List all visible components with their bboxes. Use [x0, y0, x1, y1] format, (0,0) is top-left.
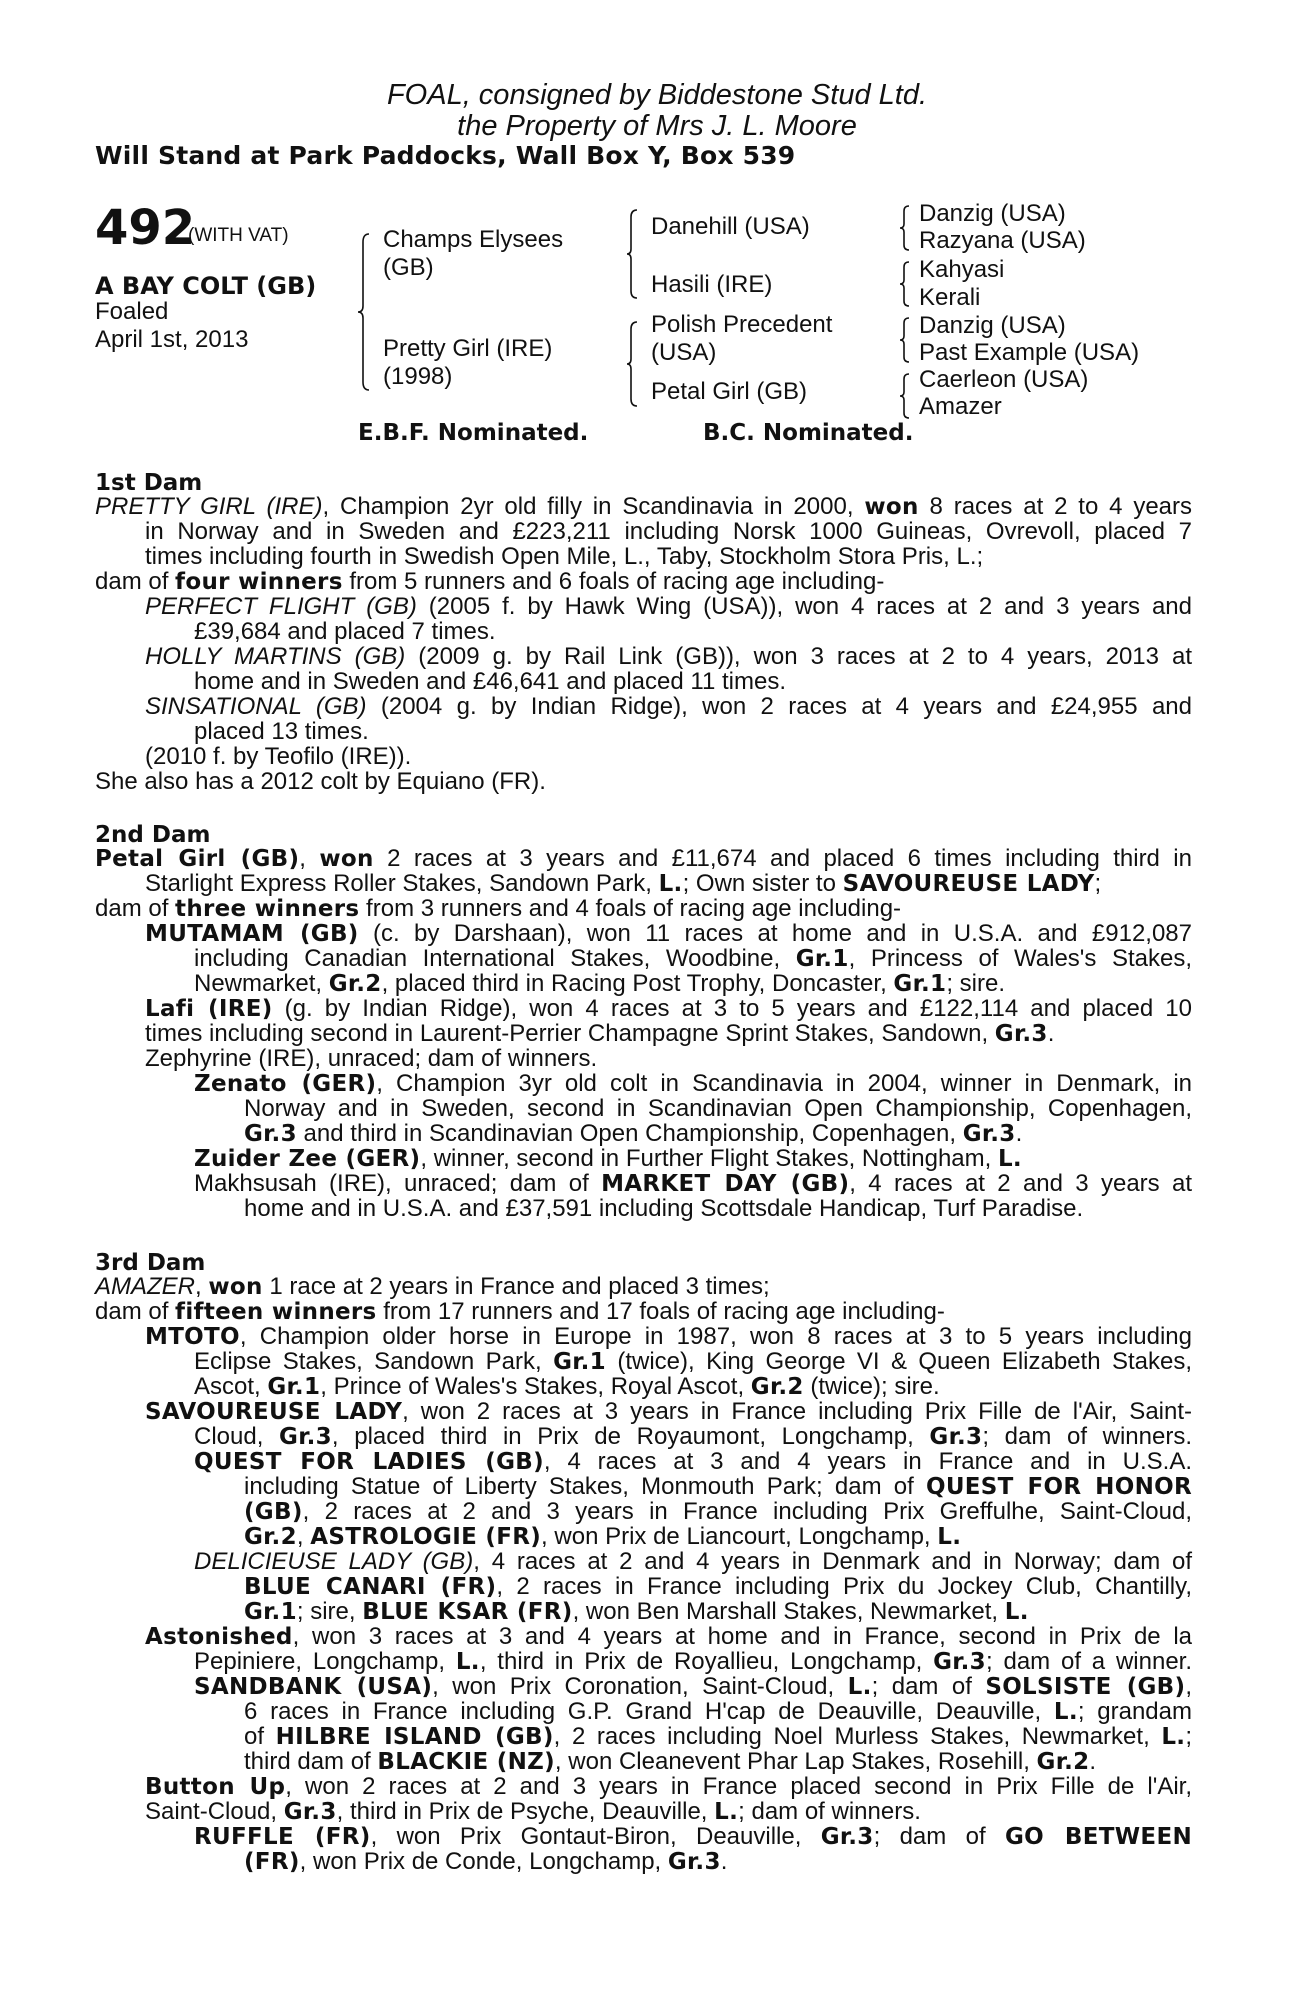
second-dam-line: including Canadian International Stakes, Woodbine, Gr.1, Princess of Wales's Stakes,: [194, 945, 1192, 972]
third-dam-line: Eclipse Stakes, Sandown Park, Gr.1 (twice), King George VI & Queen Elizabeth Stakes,: [194, 1348, 1192, 1375]
first-dam-line: HOLLY MARTINS (GB) (2009 g. by Rail Link (GB)), won 3 races at 2 to 4 years, 2013 at: [145, 643, 1192, 670]
third-dam-line: Pepiniere, Longchamp, L., third in Prix de Royallieu, Longchamp, Gr.3; dam of a winner.: [194, 1648, 1193, 1675]
second-dam-heading: 2nd Dam: [95, 822, 211, 848]
second-dam-line: dam of three winners from 3 runners and 4 foals of racing age including-: [95, 895, 902, 922]
gg-brace-1: [899, 204, 915, 252]
second-dam-line: Gr.3 and third in Scandinavian Open Championship, Copenhagen, Gr.3.: [244, 1120, 1023, 1147]
second-dam-line: home and in U.S.A. and £37,591 including Scottsdale Handicap, Turf Paradise.: [244, 1195, 1084, 1222]
third-dam-line: Ascot, Gr.1, Prince of Wales's Stakes, Royal Ascot, Gr.2 (twice); sire.: [194, 1373, 940, 1400]
ebf-nominated: E.B.F. Nominated.: [358, 420, 589, 446]
second-dam-line: Petal Girl (GB), won 2 races at 3 years and £11,674 and placed 6 times including third in: [95, 845, 1192, 872]
third-dam-line: third dam of BLACKIE (NZ), won Cleanevent Phar Lap Stakes, Rosehill, Gr.2.: [244, 1748, 1097, 1775]
first-dam-line: times including fourth in Swedish Open Mile, L., Taby, Stockholm Stora Pris, L.;: [145, 543, 984, 570]
third-dam-line: BLUE CANARI (FR), 2 races in France including Prix du Jockey Club, Chantilly,: [244, 1573, 1193, 1600]
gg-sire-1: Danzig (USA): [919, 200, 1066, 227]
third-dam-line: RUFFLE (FR), won Prix Gontaut-Biron, Deauville, Gr.3; dam of GO BETWEEN: [194, 1823, 1193, 1850]
second-dam-line: Makhsusah (IRE), unraced; dam of MARKET DAY (GB), 4 races at 2 and 3 years at: [194, 1170, 1192, 1197]
foaled-label: Foaled: [95, 298, 169, 325]
first-dam-line: SINSATIONAL (GB) (2004 g. by Indian Ridge), won 2 races at 4 years and £24,955 and: [145, 693, 1192, 720]
third-dam-line: MTOTO, Champion older horse in Europe in 1987, won 8 races at 3 to 5 years including: [145, 1323, 1192, 1350]
foaled-date: April 1st, 2013: [95, 326, 249, 353]
third-dam-line: including Statue of Liberty Stakes, Monmouth Park; dam of QUEST FOR HONOR: [244, 1473, 1192, 1500]
second-dam-line: Zuider Zee (GER), winner, second in Further Flight Stakes, Nottingham, L.: [194, 1145, 1022, 1172]
sire-brace: [626, 208, 644, 300]
third-dam-line: Gr.2, ASTROLOGIE (FR), won Prix de Liancourt, Longchamp, L.: [244, 1523, 962, 1550]
property-line: the Property of Mrs J. L. Moore: [457, 110, 857, 142]
second-dam-line: Norway and in Sweden, second in Scandinavian Open Championship, Copenhagen,: [244, 1095, 1192, 1122]
third-dam-heading: 3rd Dam: [95, 1250, 206, 1276]
gg-sire-4: Caerleon (USA): [919, 366, 1089, 393]
gg-dam-3: Past Example (USA): [919, 339, 1140, 366]
third-dam-line: 6 races in France including G.P. Grand H'cap de Deauville, Deauville, L.; grandam: [244, 1698, 1192, 1725]
third-dam-line: (GB), 2 races at 2 and 3 years in France including Prix Greffulhe, Saint-Cloud,: [244, 1498, 1192, 1525]
dam-sire: Polish Precedent (USA): [651, 311, 833, 366]
third-dam-line: of HILBRE ISLAND (GB), 2 races including Noel Murless Stakes, Newmarket, L.;: [244, 1723, 1193, 1750]
second-dam-line: Zephyrine (IRE), unraced; dam of winners.: [145, 1045, 598, 1072]
gg-dam-2: Kerali: [919, 284, 981, 311]
third-dam-line: Cloud, Gr.3, placed third in Prix de Royaumont, Longchamp, Gr.3; dam of winners.: [194, 1423, 1193, 1450]
second-dam-line: times including second in Laurent-Perrier Champagne Sprint Stakes, Sandown, Gr.3.: [145, 1020, 1055, 1047]
vat-label: (WITH VAT): [188, 225, 289, 246]
sire-name: Champs Elysees (GB): [383, 226, 564, 281]
dam-brace: [626, 320, 644, 408]
second-dam-line: MUTAMAM (GB) (c. by Darshaan), won 11 races at home and in U.S.A. and £912,087: [145, 920, 1193, 947]
third-dam-line: SANDBANK (USA), won Prix Coronation, Saint-Cloud, L.; dam of SOLSISTE (GB),: [194, 1673, 1193, 1700]
gg-brace-2: [899, 260, 915, 308]
first-dam-line: (2010 f. by Teofilo (IRE)).: [145, 743, 412, 770]
lot-title: A BAY COLT (GB): [95, 272, 317, 300]
third-dam-line: SAVOUREUSE LADY, won 2 races at 3 years in France including Prix Fille de l'Air, Saint-: [145, 1398, 1193, 1425]
third-dam-line: Astonished, won 3 races at 3 and 4 years at home and in France, second in Prix de la: [145, 1623, 1192, 1650]
gg-brace-4: [899, 372, 915, 420]
stand-location: Will Stand at Park Paddocks, Wall Box Y, Box 539: [95, 141, 796, 170]
third-dam-line: QUEST FOR LADIES (GB), 4 races at 3 and 4 years in France and in U.S.A.: [194, 1448, 1192, 1475]
first-dam-line: PERFECT FLIGHT (GB) (2005 f. by Hawk Wing (USA)), won 4 races at 2 and 3 years and: [145, 593, 1192, 620]
second-dam-line: Lafi (IRE) (g. by Indian Ridge), won 4 races at 3 to 5 years and £122,114 and placed 10: [145, 995, 1192, 1022]
first-dam-line: in Norway and in Sweden and £223,211 including Norsk 1000 Guineas, Ovrevoll, placed 7: [145, 518, 1192, 545]
sire-dam: Hasili (IRE): [651, 271, 773, 298]
consignor-line: FOAL, consigned by Biddestone Stud Ltd.: [386, 79, 928, 111]
second-dam-line: Newmarket, Gr.2, placed third in Racing Post Trophy, Doncaster, Gr.1; sire.: [194, 970, 1005, 997]
sire-sire: Danehill (USA): [651, 213, 810, 240]
first-dam-line: placed 13 times.: [194, 718, 369, 745]
lot-number: 492: [95, 200, 196, 256]
dam-dam: Petal Girl (GB): [651, 378, 808, 405]
first-dam-line: £39,684 and placed 7 times.: [194, 618, 496, 645]
third-dam-line: Gr.1; sire, BLUE KSAR (FR), won Ben Marshall Stakes, Newmarket, L.: [244, 1598, 1029, 1625]
first-dam-line: She also has a 2012 colt by Equiano (FR).: [95, 768, 546, 795]
gg-dam-4: Amazer: [919, 393, 1002, 420]
third-dam-line: DELICIEUSE LADY (GB), 4 races at 2 and 4 years in Denmark and in Norway; dam of: [194, 1548, 1193, 1575]
gg-dam-1: Razyana (USA): [919, 227, 1086, 254]
third-dam-line: dam of fifteen winners from 17 runners and 17 foals of racing age including-: [95, 1298, 945, 1325]
first-dam-line: home and in Sweden and £46,641 and placed 11 times.: [194, 668, 786, 695]
gg-sire-2: Kahyasi: [919, 256, 1005, 283]
bc-nominated: B.C. Nominated.: [703, 420, 914, 446]
dam-name: Pretty Girl (IRE) (1998): [383, 335, 553, 390]
first-dam-line: dam of four winners from 5 runners and 6 foals of racing age including-: [95, 568, 885, 595]
sire-dam-brace: [357, 232, 377, 392]
first-dam-line: PRETTY GIRL (IRE), Champion 2yr old filly in Scandinavia in 2000, won 8 races at 2 to 4 years: [95, 493, 1193, 520]
second-dam-line: Zenato (GER), Champion 3yr old colt in Scandinavia in 2004, winner in Denmark, in: [194, 1070, 1192, 1097]
gg-brace-3: [899, 316, 915, 364]
third-dam-line: (FR), won Prix de Conde, Longchamp, Gr.3.: [244, 1848, 728, 1875]
third-dam-line: Saint-Cloud, Gr.3, third in Prix de Psyche, Deauville, L.; dam of winners.: [145, 1798, 921, 1825]
third-dam-line: AMAZER, won 1 race at 2 years in France and placed 3 times;: [95, 1273, 770, 1300]
gg-sire-3: Danzig (USA): [919, 312, 1066, 339]
third-dam-line: Button Up, won 2 races at 2 and 3 years in France placed second in Prix Fille de l'Air,: [145, 1773, 1192, 1800]
first-dam-heading: 1st Dam: [95, 470, 203, 496]
second-dam-line: Starlight Express Roller Stakes, Sandown Park, L.; Own sister to SAVOUREUSE LADY;: [145, 870, 1102, 897]
